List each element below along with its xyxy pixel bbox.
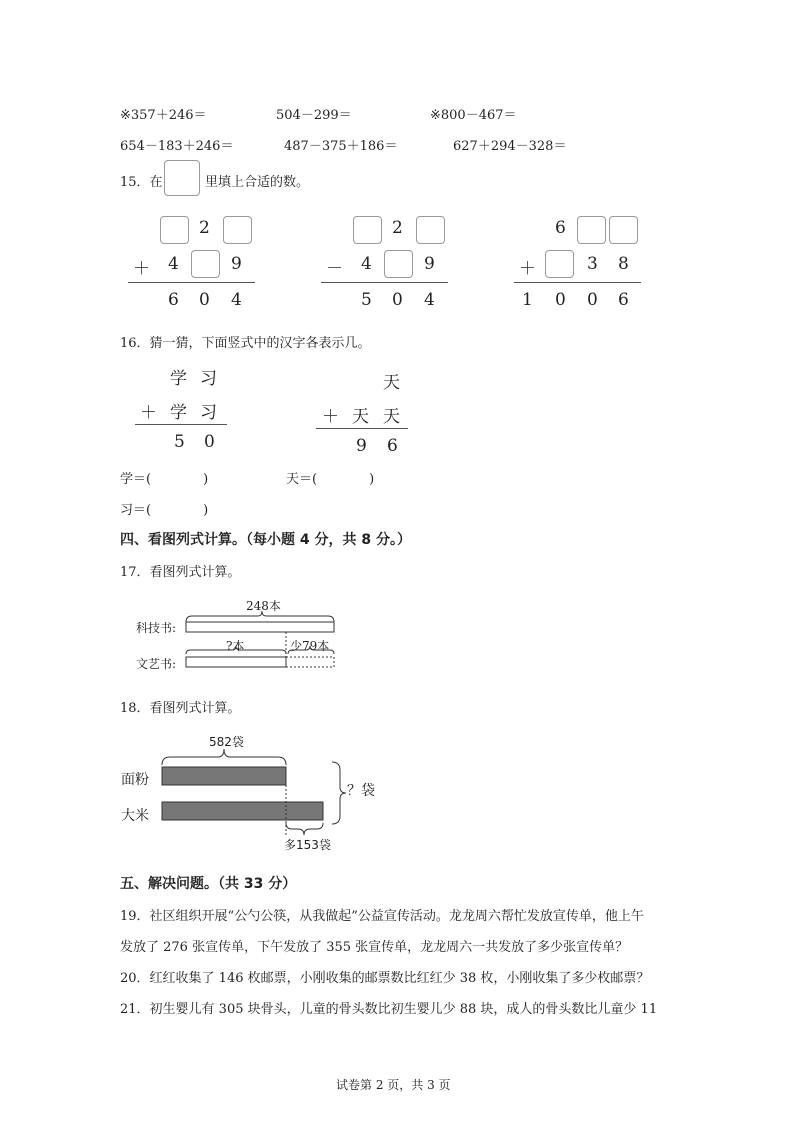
q18-right-brace <box>332 762 346 824</box>
q15-p1-blank-2[interactable] <box>223 216 252 244</box>
q16-right-res-0: 9 <box>356 436 367 456</box>
q16-title: 16．猜一猜，下面竖式中的汉字各表示几。 <box>120 336 371 351</box>
q16-answer-xi[interactable]: 习＝( ) <box>120 503 209 518</box>
q15-p2-line <box>321 282 448 283</box>
q15-p3-line <box>514 282 641 283</box>
q15-p2-mid-c: 9 <box>424 254 435 274</box>
q15-p3-res-3: 6 <box>618 290 629 310</box>
q15-p1-blank-3[interactable] <box>191 250 220 278</box>
q15-p3-blank-3[interactable] <box>545 250 574 278</box>
q15-p2-op: － <box>326 259 343 279</box>
q15-p1-mid-c: 9 <box>231 254 242 274</box>
q15-p2-res-1: 0 <box>392 290 403 310</box>
q15-p2-blank-1[interactable] <box>353 216 382 244</box>
q15-p3-res-1: 0 <box>555 290 566 310</box>
q16-answer-tian[interactable]: 天＝( ) <box>286 472 375 487</box>
q16-right-op: ＋ <box>322 407 339 427</box>
q20-text: 20．红红收集了 146 枚邮票，小刚收集的邮票数比红红少 38 枚，小刚收集了多少枚邮票？ <box>120 971 650 986</box>
section-5-heading: 五、解决问题。（共 33 分） <box>120 876 297 892</box>
q15-p3-res-0: 1 <box>522 290 533 310</box>
q17-label-keji: 科技书: <box>136 621 177 635</box>
calc-1-2: 504－299＝ <box>276 108 352 123</box>
q16-right-mid-0: 天 <box>352 407 369 427</box>
q18-label-dami: 大米 <box>121 808 149 824</box>
q18-title: 18．看图列式计算。 <box>120 701 241 716</box>
q18-more-label: 多153袋 <box>284 838 331 852</box>
q19-line-1: 19．社区组织开展“公勺公筷，从我做起”公益宣传活动。龙龙周六帮忙发放宣传单，他上午 <box>120 909 644 924</box>
q17-title: 17．看图列式计算。 <box>120 565 241 580</box>
calc-2-2: 487－375＋186＝ <box>284 139 398 154</box>
q15-p3-res-2: 0 <box>587 290 598 310</box>
q15-p3-top: 6 <box>555 218 566 238</box>
q15-p3-mid-c: 8 <box>618 254 629 274</box>
q15-p1-line <box>128 282 255 283</box>
q15-p1-top: 2 <box>199 218 210 238</box>
q15-p2-blank-2[interactable] <box>416 216 445 244</box>
calc-1-3: ※800－467＝ <box>430 108 517 123</box>
calc-2-1: 654－183＋246＝ <box>120 139 234 154</box>
q15-p3-blank-1[interactable] <box>577 216 606 244</box>
q15-p3-blank-2[interactable] <box>609 216 638 244</box>
section-4-heading: 四、看图列式计算。（每小题 4 分，共 8 分。） <box>120 532 411 548</box>
q16-left-mid-0: 学 <box>170 403 187 423</box>
calc-1-1: ※357＋246＝ <box>120 108 207 123</box>
q15-p3-mid-b: 3 <box>587 254 598 274</box>
q17-label-wenyi: 文艺书: <box>136 657 177 671</box>
q18-bar-mianfen <box>162 767 286 785</box>
q17-bar-wenyi <box>186 657 286 667</box>
q15-sample-box <box>164 160 200 196</box>
q15-p1-res-2: 4 <box>231 290 242 310</box>
q15-p2-res-0: 5 <box>361 290 372 310</box>
q18-diagram <box>160 745 360 841</box>
q16-left-top-0: 学 <box>170 369 187 389</box>
q15-prefix: 15．在 <box>120 175 163 190</box>
q15-p1-blank-1[interactable] <box>160 216 189 244</box>
q15-p3-op: ＋ <box>519 259 536 279</box>
q16-left-top-1: 习 <box>200 369 217 389</box>
q16-right-line <box>316 428 408 429</box>
q15-p1-res-1: 0 <box>199 290 210 310</box>
q16-left-res-0: 5 <box>174 432 185 452</box>
page-footer: 试卷第 2 页，共 3 页 <box>336 1078 451 1092</box>
q16-left-mid-1: 习 <box>200 403 217 423</box>
q15-p2-blank-3[interactable] <box>384 250 413 278</box>
q16-answer-xue[interactable]: 学＝( ) <box>120 472 209 487</box>
q16-right-res-1: 6 <box>387 436 398 456</box>
q18-label-mianfen: 面粉 <box>121 772 149 788</box>
q17-total-label: 248本 <box>246 599 281 613</box>
calc-2-3: 627＋294－328＝ <box>453 139 567 154</box>
q17-total-brace <box>186 611 334 622</box>
q16-right-top: 天 <box>383 373 400 393</box>
q17-bar-keji <box>186 622 334 632</box>
q16-left-res-1: 0 <box>204 432 215 452</box>
q21-text: 21．初生婴儿有 305 块骨头，儿童的骨头数比初生婴儿少 88 块，成人的骨头数比儿童少 11 <box>120 1002 658 1017</box>
q15-p1-op: ＋ <box>133 259 150 279</box>
q15-suffix: 里填上合适的数。 <box>205 175 310 190</box>
q15-p1-mid-a: 4 <box>168 254 179 274</box>
q15-p2-mid-a: 4 <box>361 254 372 274</box>
q15-p2-res-2: 4 <box>424 290 435 310</box>
q16-left-op: ＋ <box>140 403 157 423</box>
q16-left-line <box>135 424 227 425</box>
q17-less-label: 少79本 <box>290 639 330 653</box>
q18-question-label: ？袋 <box>347 783 375 799</box>
q18-bar-dami <box>162 802 323 820</box>
q16-right-mid-1: 天 <box>383 407 400 427</box>
q15-p1-res-0: 6 <box>168 290 179 310</box>
q17-unknown-label: ?本 <box>226 639 245 653</box>
q19-line-2: 发放了 276 张宣传单，下午发放了 355 张宣传单，龙龙周六一共发放了多少张宣传单？ <box>120 940 629 955</box>
q18-more-brace <box>286 823 323 835</box>
q15-p2-top: 2 <box>392 218 403 238</box>
q18-top-brace <box>162 749 286 765</box>
q18-top-label: 582袋 <box>209 735 244 749</box>
